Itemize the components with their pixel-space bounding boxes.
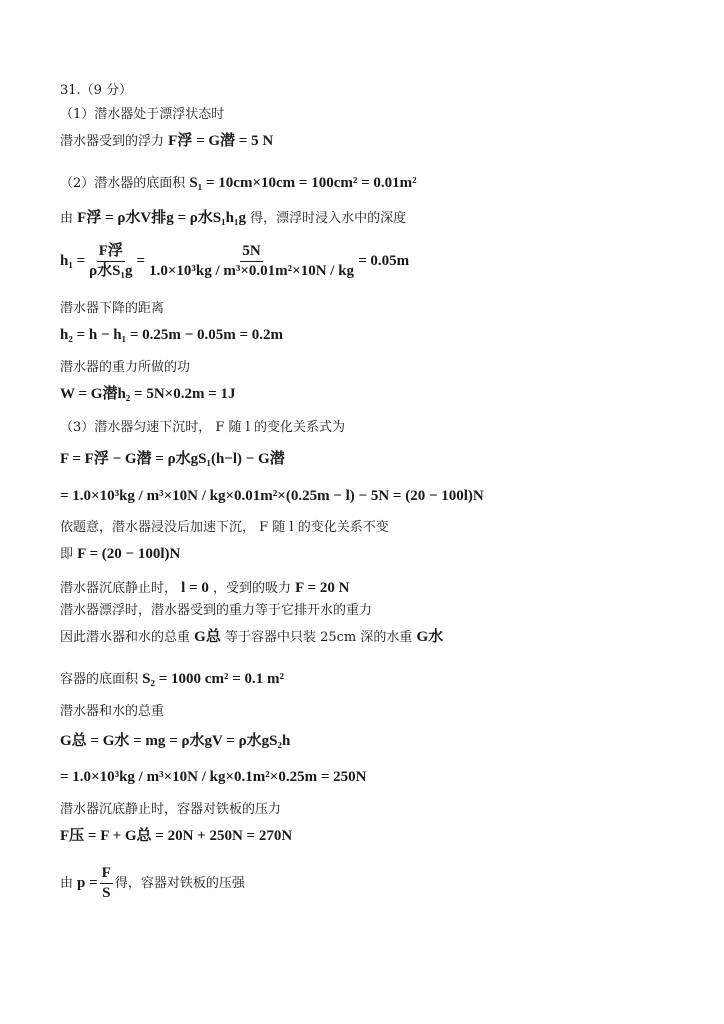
water-weight-symbol: G水 [416, 629, 444, 645]
suction-text-b: ，受到的吸力 [213, 581, 292, 596]
descent-distance-label: 潜水器下降的距离 [60, 301, 165, 316]
part1-heading: （1）潜水器处于漂浮状态时 [60, 107, 225, 122]
total-weight-expansion: = 1.0×10³kg / m³×10N / kg×0.1m²×0.25m = 250N [60, 769, 367, 785]
total-weight-label: 潜水器和水的总重 [60, 704, 165, 719]
fraction-2-denominator: 1.0×10³kg / m³×0.01m²×10N / kg [149, 263, 355, 279]
equals-sign: = [136, 253, 146, 269]
floating-gravity-note: 潜水器漂浮时，潜水器受到的重力等于它排开水的重力 [60, 603, 373, 618]
total-weight-text-b: 等于容器中只装 25cm 深的水重 [224, 630, 413, 645]
force-summary-equation: F = (20 − 100l)N [77, 546, 181, 562]
suction-force-line [60, 581, 349, 596]
descent-distance-equation: h₂ = h − h₁ = 0.25m − 0.05m = 0.2m [60, 327, 283, 343]
depth-post: 得，漂浮时浸入水中的深度 [250, 211, 407, 226]
fraction-1-numerator: F浮 [97, 244, 125, 262]
buoyancy-equation: F浮 = G潜 = 5 N [168, 133, 274, 149]
total-weight-text-a: 因此潜水器和水的总重 [60, 630, 191, 645]
base-area-equation: S₁ = 10cm×10cm = 100cm² = 0.01m² [189, 175, 417, 191]
fraction-1 [87, 244, 134, 279]
accelerated-sinking-note: 依题意，潜水器浸没后加速下沉， F 随 l 的变化关系不变 [60, 520, 389, 535]
buoyancy-text: 潜水器受到的浮力 [60, 134, 165, 149]
pressure-formula-line [60, 866, 245, 901]
pressure-post: 得，容器对铁板的压强 [114, 876, 245, 891]
force-summary-line [60, 547, 180, 562]
base-area-line [60, 176, 417, 191]
question-number: 31.（9 分） [60, 83, 133, 98]
suction-l-zero: l = 0 [181, 580, 209, 596]
pressure-force-equation: F压 = F + G总 = 20N + 250N = 270N [60, 828, 293, 844]
suction-force-value: F = 20 N [295, 580, 350, 596]
pressure-denominator: S [102, 885, 111, 901]
part3-heading: （3）潜水器匀速下沉时， F 随 l 的变化关系式为 [60, 420, 345, 435]
depth-formula: F浮 = ρ水V排g = ρ水S₁h₁g [77, 210, 246, 226]
depth-pre: 由 [60, 211, 74, 226]
suction-text-a: 潜水器沉底静止时， [60, 581, 178, 596]
buoyancy-line [60, 134, 273, 149]
container-area-equation: S₂ = 1000 cm² = 0.1 m² [142, 671, 284, 687]
pressure-force-label: 潜水器沉底静止时，容器对铁板的压力 [60, 802, 282, 817]
pressure-pre: 由 [60, 876, 74, 891]
force-relation-expansion: = 1.0×10³kg / m³×10N / kg×0.01m²×(0.25m − l) − 5N = (20 − 100l)N [60, 488, 484, 504]
base-area-text: （2）潜水器的底面积 [60, 176, 186, 191]
fraction-2 [147, 244, 356, 279]
force-relation-equation: F = F浮 − G潜 = ρ水gS₁(h−l) − G潜 [60, 451, 285, 467]
depth-fraction-equation [60, 244, 409, 279]
pressure-fraction [100, 866, 113, 901]
h1-result: = 0.05m [358, 253, 410, 269]
total-weight-equation: G总 = G水 = mg = ρ水gV = ρ水gS₂h [60, 733, 291, 749]
pressure-lhs: p = [77, 875, 98, 891]
depth-derivation-line [60, 211, 406, 226]
gravity-work-label: 潜水器的重力所做的功 [60, 360, 191, 375]
container-area-line [60, 672, 284, 687]
fraction-1-denominator: ρ水S₁g [89, 263, 133, 279]
h1-lhs: h₁ = [60, 253, 86, 269]
container-area-text: 容器的底面积 [60, 672, 139, 687]
total-weight-symbol: G总 [194, 629, 221, 645]
total-weight-note [60, 630, 443, 645]
gravity-work-equation: W = G潜h₂ = 5N×0.2m = 1J [60, 386, 236, 402]
force-summary-pre: 即 [60, 547, 74, 562]
fraction-2-numerator: 5N [240, 244, 262, 262]
pressure-numerator: F [100, 866, 113, 884]
